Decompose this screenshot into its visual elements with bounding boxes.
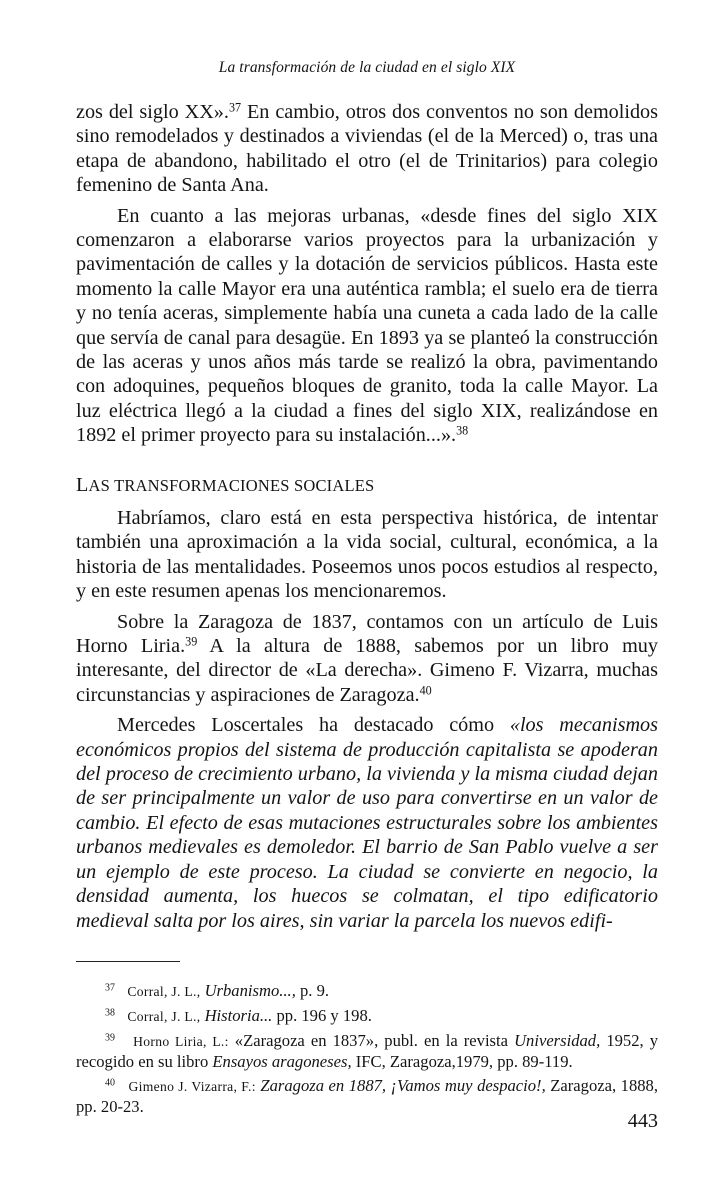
footnote: $^{38}$ Corral, J. L., Historia... pp. 196 y 198. xyxy=(105,1006,372,1025)
paragraph: Sobre la Zaragoza de 1837, contamos con un artículo de Luis Horno Liria.$^{39}$ A la altura de 1888, sabemos por un libro muy interesante, del director de «La derecha». Gimeno F. Vizarra, muchas circunstancias y aspiraciones de Zaragoza.$^{40}$ xyxy=(76,610,658,706)
footnote: $^{37}$ Corral, J. L., Urbanismo..., p. 9. xyxy=(105,981,330,1000)
section-heading: LAS TRANSFORMACIONES SOCIALES xyxy=(76,474,375,496)
body-text-bottom xyxy=(76,506,658,933)
italic-quote: «los mecanismos económicos propios del sistema de producción capitalista se apoderan del proceso de crecimiento urbano, la vivienda y la misma ciudad dejan de ser principalmente un valor de uso para convertirse en un valor de cambio. El efecto de esas mutaciones estructurales sobre los ambientes urbanos medievales es demoledor. El barrio de San Pablo vuelve a ser un ejemplo de este proceso. La ciudad se convierte en negocio, la densidad aumenta, los huecos se colmatan, el tipo edificatorio medieval salta por los aires, sin variar la parcela los nuevos edifi- xyxy=(76,714,658,932)
paragraph: zos del siglo XX».$^{37}$ En cambio, otros dos conventos no son demolidos sino remodelados y destinados a viviendas (el de la Merced) o, tras una etapa de abandono, habilitado el otro (el de Trinitarios) para colegio femenino de Santa Ana. xyxy=(76,100,658,197)
paragraph: Habríamos, claro está en esta perspectiva histórica, de intentar también una aproximación a la vida social, cultural, económica, a la historia de las mentalidades. Poseemos unos pocos estudios al respecto, y en este resumen apenas los mencionaremos. xyxy=(76,507,658,603)
page-number: 443 xyxy=(627,1110,658,1132)
footnotes xyxy=(76,981,658,1117)
paragraph: Mercedes Loscertales ha destacado cómo «los mecanismos económicos propios del sistema de producción capitalista se apoderan del proceso de crecimiento urbano, la vivienda y la misma ciudad dejan de ser principalmente un valor de uso para convertirse en un valor de cambio. El efecto de esas mutaciones estructurales sobre los ambientes urbanos medievales es demoledor. El barrio de San Pablo vuelve a ser un ejemplo de este proceso. La ciudad se convierte en negocio, la densidad aumenta, los huecos se colmatan, el tipo edificatorio medieval salta por los aires, sin variar la parcela los nuevos edifi- xyxy=(76,714,658,932)
footnote-separator xyxy=(76,961,180,962)
footnote-ref[interactable]: 40 xyxy=(419,683,432,698)
footnote: $^{39}$ Horno Liria, L.: «Zaragoza en 1837», publ. en la revista Universidad, 1952, y recogido en su libro Ensayos aragoneses, IFC, Zaragoza,1979, pp. 89-119. xyxy=(76,1031,659,1071)
footnote: $^{40}$ Gimeno J. Vizarra, F.: Zaragoza en 1887, ¡Vamos muy despacio!, Zaragoza, 1888, pp. 20-23. xyxy=(76,1076,659,1116)
running-header: La transformación de la ciudad en el siglo XIX xyxy=(218,59,516,76)
footnote-ref[interactable]: 38 xyxy=(456,423,469,438)
footnote-ref[interactable]: 37 xyxy=(228,100,242,115)
footnote-ref[interactable]: 39 xyxy=(185,634,198,649)
paragraph: En cuanto a las mejoras urbanas, «desde fines del siglo XIX comenzaron a elaborarse varios proyectos para la urbanización y pavimentación de calles y la dotación de servicios públicos. Hasta este momento la calle Mayor era una auténtica rambla; el suelo era de tierra y no tenía aceras, simplemente había una cuneta a cada lado de la calle que servía de canal para desagüe. En 1893 ya se planteó la construcción de las aceras y unos años más tarde se realizó la obra, pavimentando con adoquines, pequeños bloques de granito, toda la calle Mayor. La luz eléctrica llegó a la ciudad a fines del siglo XIX, realizándose en 1892 el primer proyecto para su instalación...».$^{38}$ xyxy=(76,204,658,447)
body-text-top xyxy=(76,100,658,448)
